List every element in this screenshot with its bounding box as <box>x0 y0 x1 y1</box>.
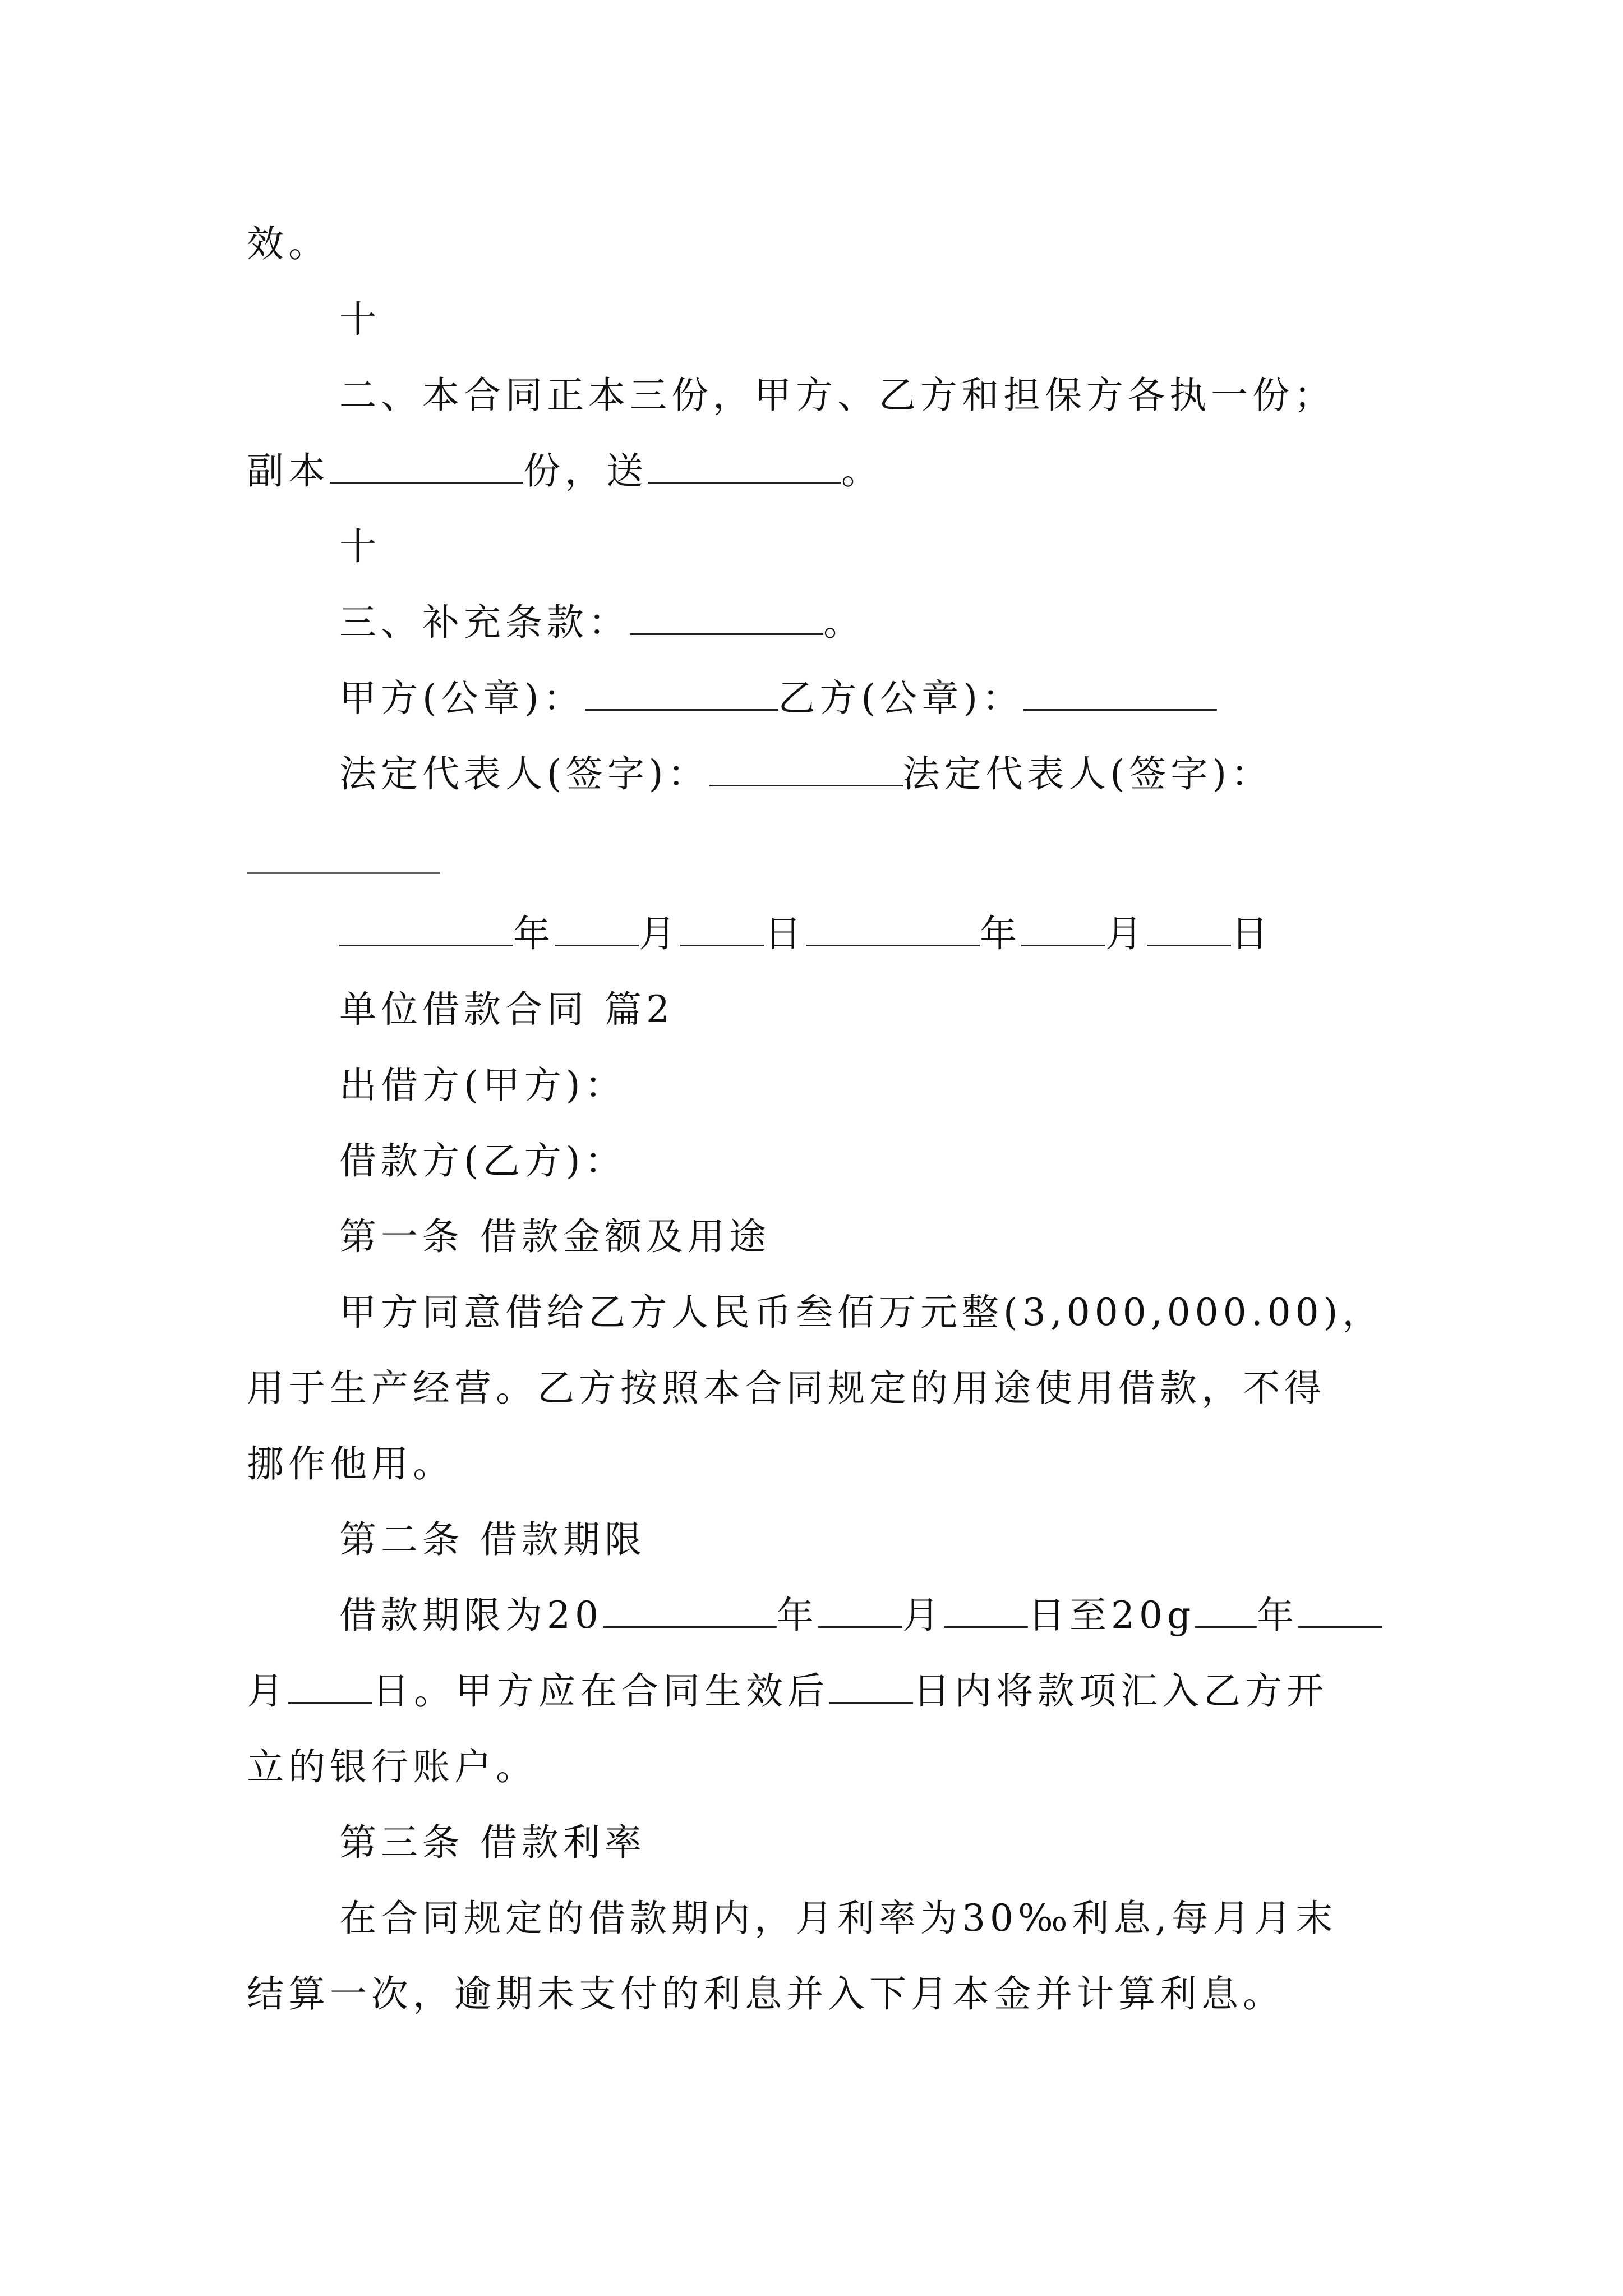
fill-blank[interactable] <box>288 1669 372 1704</box>
text-line: 二、本合同正本三份，甲方、乙方和担保方各执一份； <box>339 374 1335 417</box>
fill-blank[interactable] <box>1298 1594 1382 1628</box>
section-heading: 单位借款合同 篇2 <box>339 988 674 1031</box>
fill-blank[interactable] <box>1195 1594 1257 1628</box>
text-line: 十 <box>339 525 381 568</box>
fill-blank[interactable] <box>680 912 764 946</box>
fill-blank[interactable] <box>829 1669 913 1704</box>
text-line: 挪作他用。 <box>247 1442 454 1485</box>
article-heading: 第二条 借款期限 <box>339 1518 646 1561</box>
fill-blank[interactable] <box>1023 677 1217 711</box>
fill-blank[interactable] <box>247 872 440 874</box>
text-line: 立的银行账户。 <box>247 1745 537 1788</box>
text-line: 出借方(甲方)： <box>339 1064 626 1107</box>
fill-blank[interactable] <box>1147 912 1231 946</box>
text-line: 三、补充条款： 。 <box>339 601 865 644</box>
fill-blank[interactable] <box>944 1594 1028 1628</box>
text-line: 借款期限为20 年 月 日至20g 年 <box>339 1593 1623 1638</box>
text-line: 法定代表人(签字)： 法定代表人(签字)： <box>339 752 1272 795</box>
fill-blank[interactable] <box>648 449 841 484</box>
text-line: 借款方(乙方)： <box>339 1139 626 1182</box>
fill-blank[interactable] <box>603 1594 777 1628</box>
text-line: 十 <box>339 298 381 341</box>
text-line: 在合同规定的借款期内，月利率为30‰利息,每月月末 <box>339 1897 1338 1940</box>
article-heading: 第三条 借款利率 <box>339 1821 646 1864</box>
date-line: 年 月 日 年 月 日 <box>339 912 1623 956</box>
text-line: 甲方同意借给乙方人民币叁佰万元整(3,000,000.00)， <box>339 1291 1384 1334</box>
fill-blank[interactable] <box>818 1594 902 1628</box>
fill-blank[interactable] <box>806 912 980 946</box>
fill-blank[interactable] <box>585 677 778 711</box>
article-heading: 第一条 借款金额及用途 <box>339 1215 771 1258</box>
text-line: 月 日。甲方应在合同生效后 日内将款项汇入乙方开 <box>247 1669 1328 1713</box>
text-line: 效。 <box>247 222 330 265</box>
fill-blank[interactable] <box>555 912 639 946</box>
text-line: 用于生产经营。乙方按照本合同规定的用途使用借款，不得 <box>247 1366 1326 1410</box>
fill-blank[interactable] <box>630 601 823 635</box>
text-line: 结算一次，逾期未支付的利息并入下月本金并计算利息。 <box>247 1972 1284 2016</box>
fill-blank[interactable] <box>1021 912 1105 946</box>
fill-blank[interactable] <box>339 912 513 946</box>
text-line: 副本 份，送 。 <box>247 449 883 493</box>
text-line: 甲方(公章)： 乙方(公章)： <box>339 676 1623 721</box>
fill-blank[interactable] <box>330 449 523 484</box>
fill-blank[interactable] <box>709 752 903 786</box>
